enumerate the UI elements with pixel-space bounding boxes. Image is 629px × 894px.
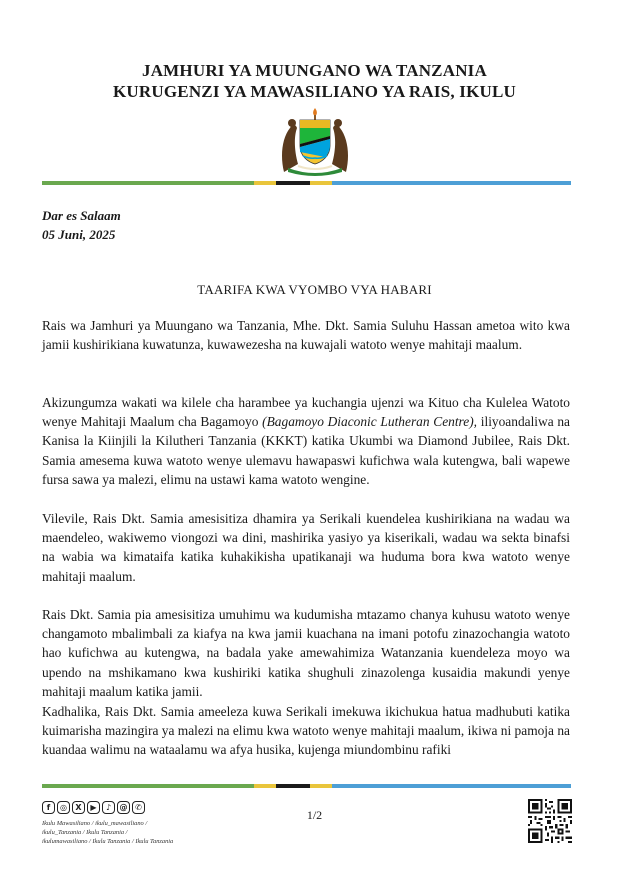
- header-title-line1: JAMHURI YA MUUNGANO WA TANZANIA: [142, 61, 487, 80]
- instagram-icon[interactable]: ◎: [57, 801, 70, 814]
- tiktok-icon[interactable]: ♪: [102, 801, 115, 814]
- dateline-place: Dar es Salaam: [42, 208, 121, 223]
- flag-color-stripe-bottom: [42, 784, 571, 788]
- body-paragraph-3: Vilevile, Rais Dkt. Samia amesisitiza dhamira ya Serikali kuendelea kushirikiana na wadau wa maendeleo, wakiwemo viongozi wa dini, mashirika yasiyo ya kiserikali, wadau wa sekta binafsi na wabia wa kimataifa katika kuhakikisha upatikanaji wa huduma bora kwa watoto wenye mahitaji maalum.: [42, 511, 570, 584]
- facebook-icon[interactable]: f: [42, 801, 55, 814]
- document-title: TAARIFA KWA VYOMBO VYA HABARI: [197, 282, 432, 297]
- whatsapp-icon[interactable]: ✆: [132, 801, 145, 814]
- flag-color-stripe-top: [42, 181, 571, 185]
- qr-code-icon: [528, 799, 572, 843]
- page-number: 1/2: [306, 808, 323, 822]
- youtube-icon[interactable]: ▶: [87, 801, 100, 814]
- x-icon[interactable]: X: [72, 801, 85, 814]
- social-handles-line-3: ikulumawasiliano / Ikulu Tanzania / Ikulu Tanzania: [42, 838, 174, 845]
- body-paragraph-2-italic: (Bagamoyo Diaconic Lutheran Centre),: [262, 414, 478, 430]
- body-paragraph-2-part-a: Akizungumza wakati wa kilele cha harambee ya kuchangia ujenzi wa Kituo cha Kulelea Watoto wenye Mahitaji Maalum cha Bagamoyo: [42, 395, 570, 430]
- body-paragraph-2-part-c: iliyoandaliwa na Kanisa la Kiinjili la Kilutheri Tanzania (KKKT) katika Ukumbi wa Diamond Jubilee, Rais Dkt. Samia amesema kuwa watoto wenye ulemavu hawapaswi kufichwa wala kutengwa, bali wapewe fursa sawa ya malezi, elimu na ustawi kama watoto wengine.: [42, 414, 571, 487]
- body-paragraph-2: [42, 393, 570, 489]
- social-handles: [42, 819, 202, 846]
- social-handles-line-2: ikulu_Tanzania / Ikulu Tanzania /: [42, 829, 128, 836]
- threads-icon[interactable]: @: [117, 801, 130, 814]
- body-paragraph-5: Kadhalika, Rais Dkt. Samia ameeleza kuwa Serikali imekuwa ikichukua hatua madhubuti katika kuimarisha mazingira ya malezi na elimu kwa watoto wenye mahitaji maalum, ikiwa ni pamoja na kuandaa walimu na wataalamu wa afya husika, kujenga miundombinu rafiki: [42, 704, 570, 758]
- header-title-line2: KURUGENZI YA MAWASILIANO YA RAIS, IKULU: [113, 82, 516, 101]
- body-paragraph-4: Rais Dkt. Samia pia amesisitiza umuhimu wa kudumisha mtazamo chanya kuhusu watoto wenye changamoto mbalimbali za kiafya na kwa jamii kuachana na imani potofu zinazochangia watoto hao kufichwa au kutengwa, na badala yake amewahimiza Watanzania kuendeleza moyo wa upendo na mshikamano kwa kushiriki katika shughuli zinazolenga kusaidia makundi yenye mahitaji maalum katika jamii.: [42, 607, 570, 699]
- social-handles-line-1: Ikulu Mawasiliano / ikulu_mawasiliano /: [42, 820, 148, 827]
- dateline-date: 05 Juni, 2025: [42, 227, 116, 242]
- coat-of-arms-icon: [270, 106, 360, 178]
- body-paragraph-1: Rais wa Jamhuri ya Muungano wa Tanzania, Mhe. Dkt. Samia Suluhu Hassan ametoa wito kwa jamii kushirikiana kuwatunza, kuwawezesha na kuwajali watoto wenye mahitaji maalum.: [42, 318, 570, 353]
